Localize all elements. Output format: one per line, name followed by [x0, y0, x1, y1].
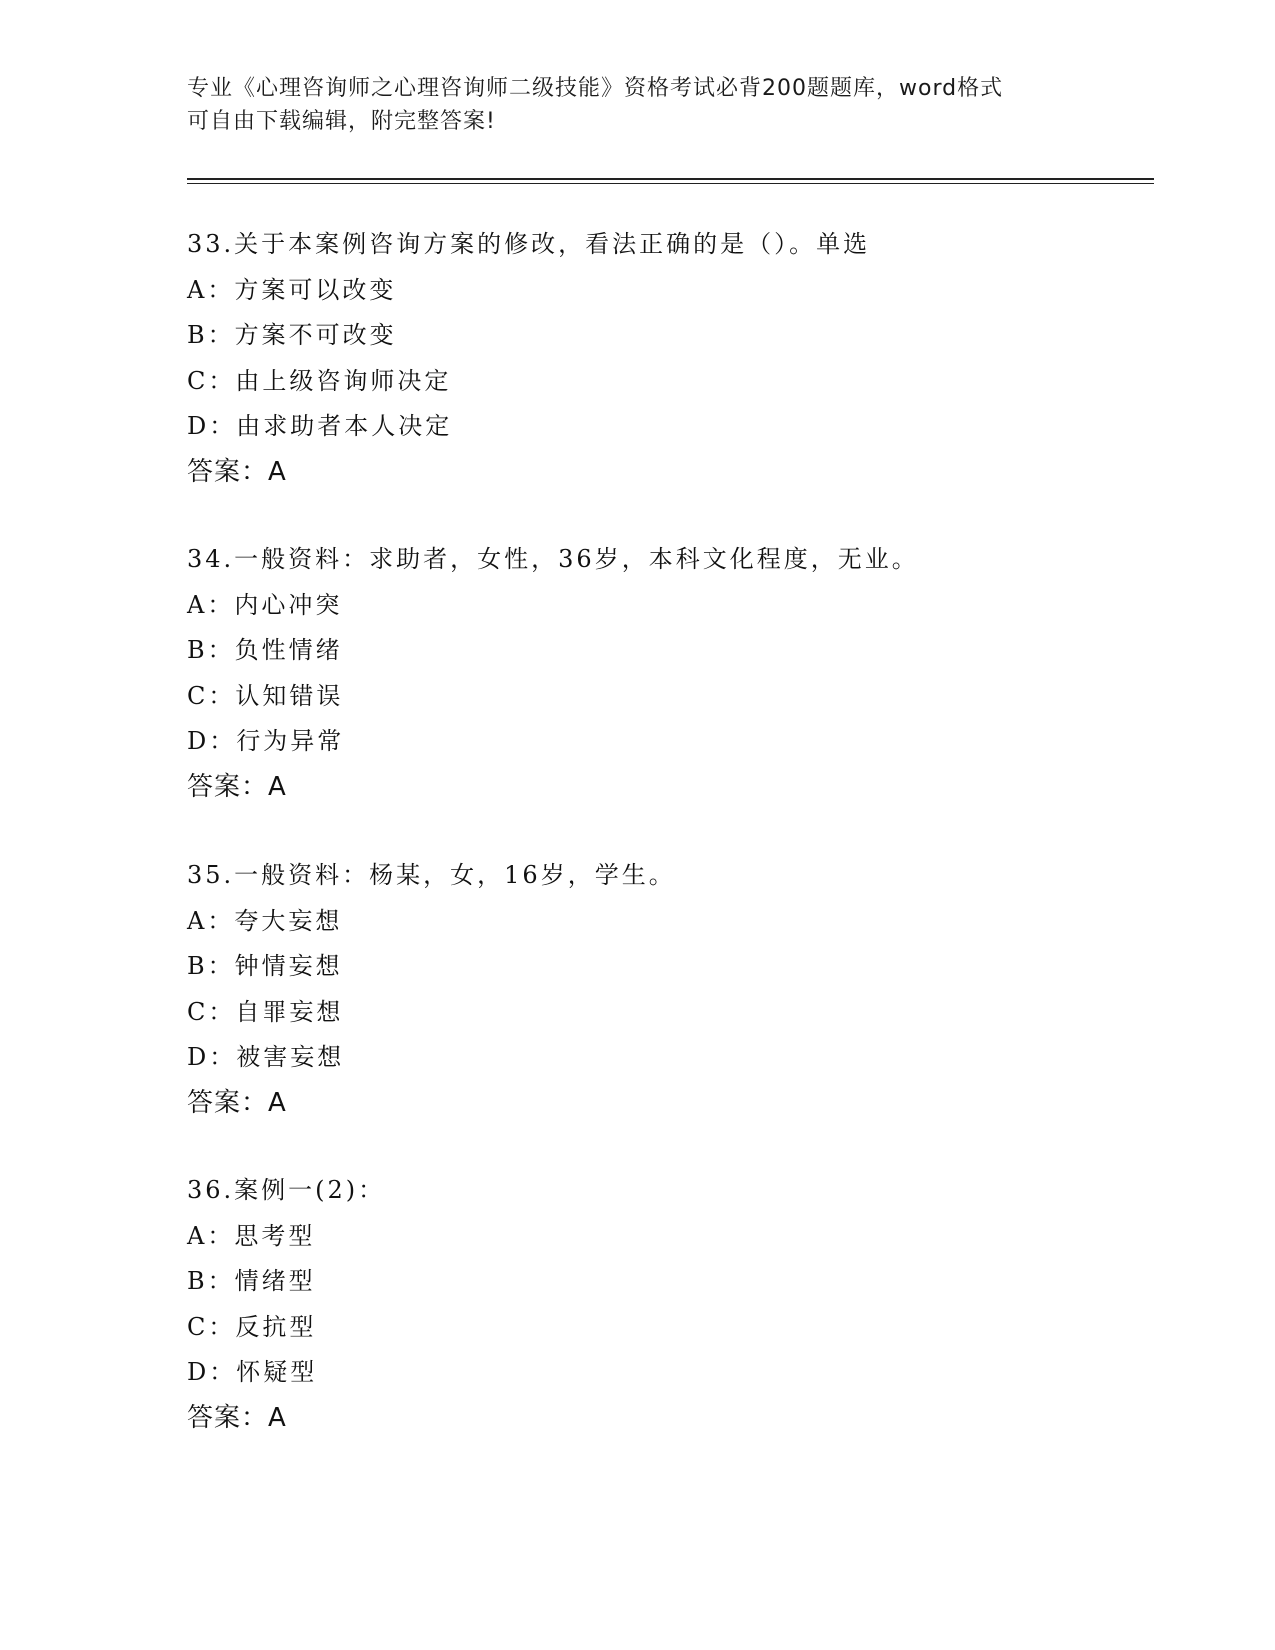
answer-line: 答案：A — [187, 1402, 287, 1433]
option-d: D：被害妄想 — [187, 1043, 345, 1071]
header-divider — [187, 178, 1154, 184]
option-b: B：情绪型 — [187, 1267, 316, 1295]
option-b: B：负性情绪 — [187, 636, 343, 664]
option-b: B：钟情妄想 — [187, 952, 343, 980]
answer-line: 答案：A — [187, 771, 287, 802]
option-c: C：反抗型 — [187, 1312, 317, 1341]
answer-line: 答案：A — [187, 1087, 287, 1118]
option-a: A：夸大妄想 — [187, 906, 343, 935]
option-a: A：方案可以改变 — [187, 275, 397, 304]
question-stem: 35.一般资料：杨某，女，16岁，学生。 — [187, 861, 676, 889]
question-36 — [187, 1168, 1167, 1441]
answer-line: 答案：A — [187, 456, 287, 487]
option-b: B：方案不可改变 — [187, 321, 397, 349]
header-line-1: 专业《心理咨询师之心理咨询师二级技能》资格考试必背200题题库，word格式 — [187, 76, 1004, 101]
question-35 — [187, 853, 1167, 1126]
question-stem: 36.案例一(2)： — [187, 1176, 386, 1204]
option-c: C：由上级咨询师决定 — [187, 366, 452, 395]
question-stem: 33.关于本案例咨询方案的修改，看法正确的是（）。单选 — [187, 230, 871, 258]
question-34 — [187, 537, 1167, 810]
option-c: C：认知错误 — [187, 681, 344, 710]
option-a: A：内心冲突 — [187, 590, 343, 619]
option-a: A：思考型 — [187, 1221, 316, 1250]
header-line-2: 可自由下载编辑，附完整答案! — [187, 109, 496, 134]
option-c: C：自罪妄想 — [187, 997, 344, 1026]
option-d: D：行为异常 — [187, 727, 345, 755]
question-33 — [187, 222, 1167, 495]
option-d: D：怀疑型 — [187, 1358, 318, 1386]
option-d: D：由求助者本人决定 — [187, 412, 453, 440]
question-stem: 34.一般资料：求助者，女性，36岁，本科文化程度，无业。 — [187, 545, 919, 573]
document-header — [187, 72, 1067, 138]
